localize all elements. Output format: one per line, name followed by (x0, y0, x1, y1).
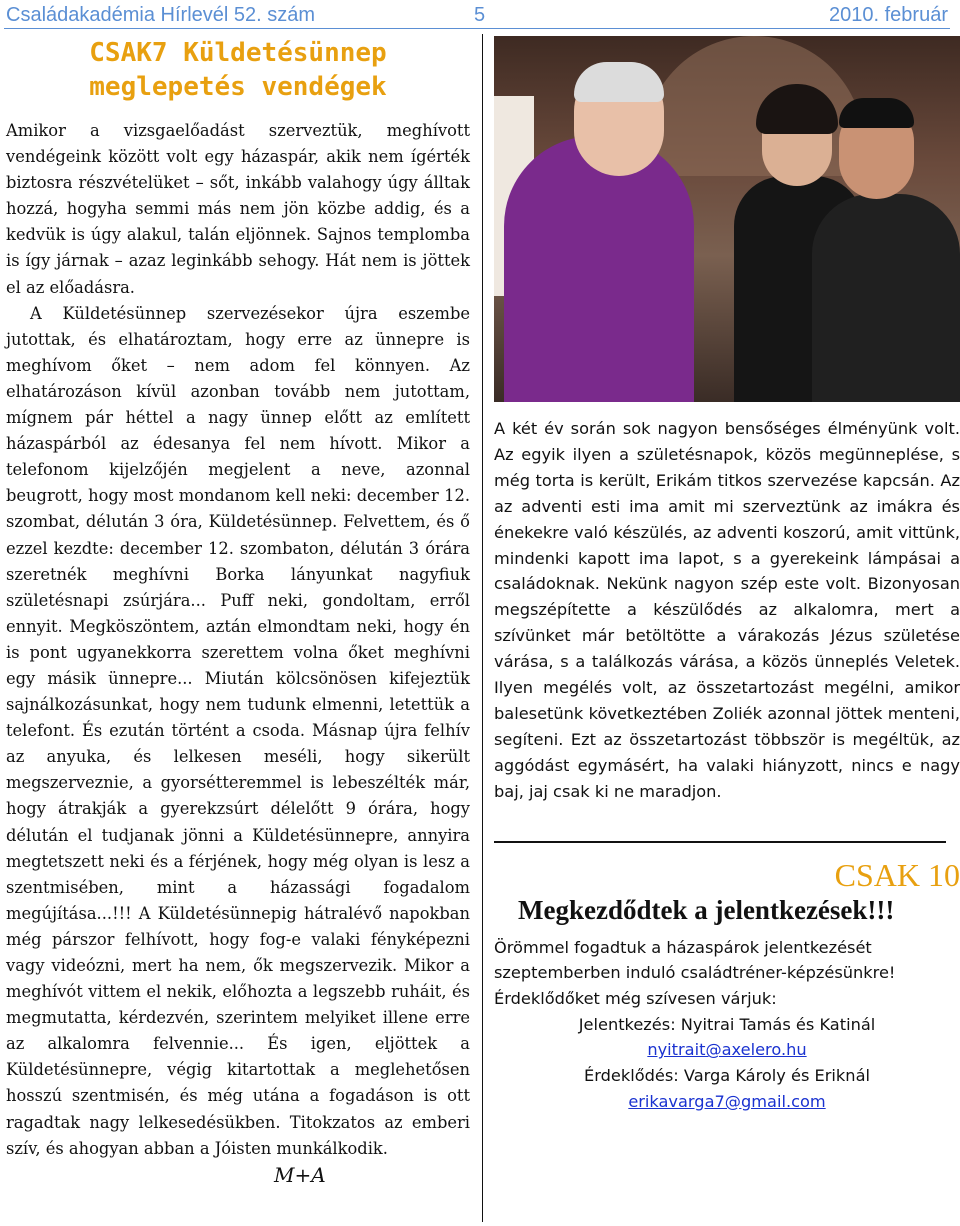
newsletter-title: Családakadémia Hírlevél 52. szám (6, 4, 316, 26)
right-column (494, 36, 960, 1115)
left-column (6, 36, 470, 1188)
title-line-2: meglepetés vendégek (89, 72, 387, 102)
photo-man-body (812, 194, 960, 402)
contact-2-label: Érdeklődés: Varga Károly és Eriknál (584, 1066, 870, 1086)
experience-paragraph: A két év során sok nagyon bensőséges élményünk volt. Az egyik ilyen a születésnapok, közös megünneplése, s még torta is került, Erikám titkos szervezése kapcsán. Az az adventi esti ima amit mi szerveztünk az imákra és énekekre való készülés, az adventi koszorú, amit vittünk, mindenki kapott ima lapot, s a gyerekeink lámpásai a családoknak. Nekünk nagyon szép este volt. Bizonyosan megszépítette a készülődés az alkalomra, mert a szívünket már betöltötte a várakozás Jézus születése várása, s a találkozás várása, a közös ünneplés Veletek. Ilyen megélés volt, az összetartozást megélni, amikor balesetünk következtében Zoliék azonnal jöttek menteni, segíteni. Ezt az összetartozást többször is megéltük, az aggódást egymásért, ha valaki hiányzott, nincs e nagy baj, jaj csak ki ne maradjon. (494, 419, 960, 801)
contact-1-label: Jelentkezés: Nyitrai Tamás és Katinál (578, 1014, 876, 1034)
issue-date: 2010. február (829, 4, 948, 26)
title-line-1: CSAK7 Küldetésünnep (89, 38, 387, 68)
announcement-headline: Megkezdődtek a jelentkezések!!! (518, 894, 895, 925)
csak10-heading: CSAK 10 (834, 856, 960, 893)
column-divider (482, 34, 483, 1222)
page-number: 5 (474, 4, 486, 26)
article-paragraph-2: A Küldetésünnep szervezésekor újra eszembe jutottak, és elhatároztam, hogy erre az ünnepre is meghívom őket – nem adom fel könnyen. Az elhatározáson kívül azonban tovább nem jutottam, mígnem pár héttel a nagy ünnep előtt az említett házaspárból az édesanya fel nem hívott. Mikor a telefonom kijelzőjén megjelent a neve, azonnal beugrott, hogy most mondanom kell neki: december 12. szombat, délután 3 óra, Küldetésünnep. Felvettem, és ő ezzel kezdte: december 12. szombaton, délután 3 órára szeretnék meghívni Borka lányunkat nagyfiuk születésnapi zsúrjára... Puff neki, gondoltam, erről ennyit. Megköszöntem, aztán elmondtam neki, hogy én is pont ugyanekkorra szerettem volna őket meghívni egy másik ünnepre... Miután kölcsönösen kifejeztük sajnálkozásunkat, hogy nem tudunk elmenni, letettük a telefont. És ezután történt a csoda. Másnap újra felhív az anyuka, és lelkesen meséli, hogy sikerült megszerveznie, a gyorsétteremmel is lebeszélték már, hogy átrakják a gyerekzsúrt délelőtt 9 órára, hogy délután el tudjanak jönni a Küldetésünnepre, annyira megtetszett neki és a férjének, hogy még olyan is lesz a szentmisében, mint a házassági fogadalom megújítása...!!! A Küldetésünnepig hátralévő napokban még párszor felhívott, hogy fog-e valaki fényképezni vagy videózni, mert ha nem, ők megszervezik. Mikor a meghívót vittem el nekik, előhozta a legszebb ruháit, és megmutatta, kérdezvén, szerintem melyiket illene erre az alkalomra felvennie... És igen, eljöttek a Küldetésünnepre, végig kitartottak a meglehetősen hosszú szentmisén, és még utána a fogadáson is ott ragadtak nagy lelkesedésükben. Titokzatos az emberi szív, és ahogyan abban a Jóisten munkálkodik. (6, 303, 470, 1158)
photo-man-hair (839, 98, 914, 128)
announcement-text: Örömmel fogadtuk a házaspárok jelentkezését szeptemberben induló családtréner-képzésünkre! Érdeklődőket még szívesen várjuk: (494, 937, 896, 1008)
article-title (6, 36, 470, 104)
church-photo (494, 36, 960, 402)
article-signature: M+A (274, 1162, 326, 1187)
contact-2-email-link[interactable]: erikavarga7@gmail.com (628, 1091, 826, 1111)
article-paragraph-1: Amikor a vizsgaelőadást szerveztük, meghívott vendégeink között volt egy házaspár, akik nem ígérték biztosra részvételüket – sőt, inkább valahogy úgy álltak hozzá, hogyha semmi más nem jön közbe addig, és a kedvük is úgy alakul, talán eljönnek. Sajnos templomba is így járnak – azaz leginkább sehogy. Hát nem is jöttek el az előadásra. (6, 121, 470, 297)
photo-priest-robe (504, 136, 694, 402)
photo-priest-hair (574, 62, 664, 102)
newsletter-header (4, 2, 950, 29)
contact-1-email-link[interactable]: nyitrait@axelero.hu (647, 1040, 807, 1060)
section-divider (494, 841, 946, 843)
announcement-body (494, 935, 960, 1115)
